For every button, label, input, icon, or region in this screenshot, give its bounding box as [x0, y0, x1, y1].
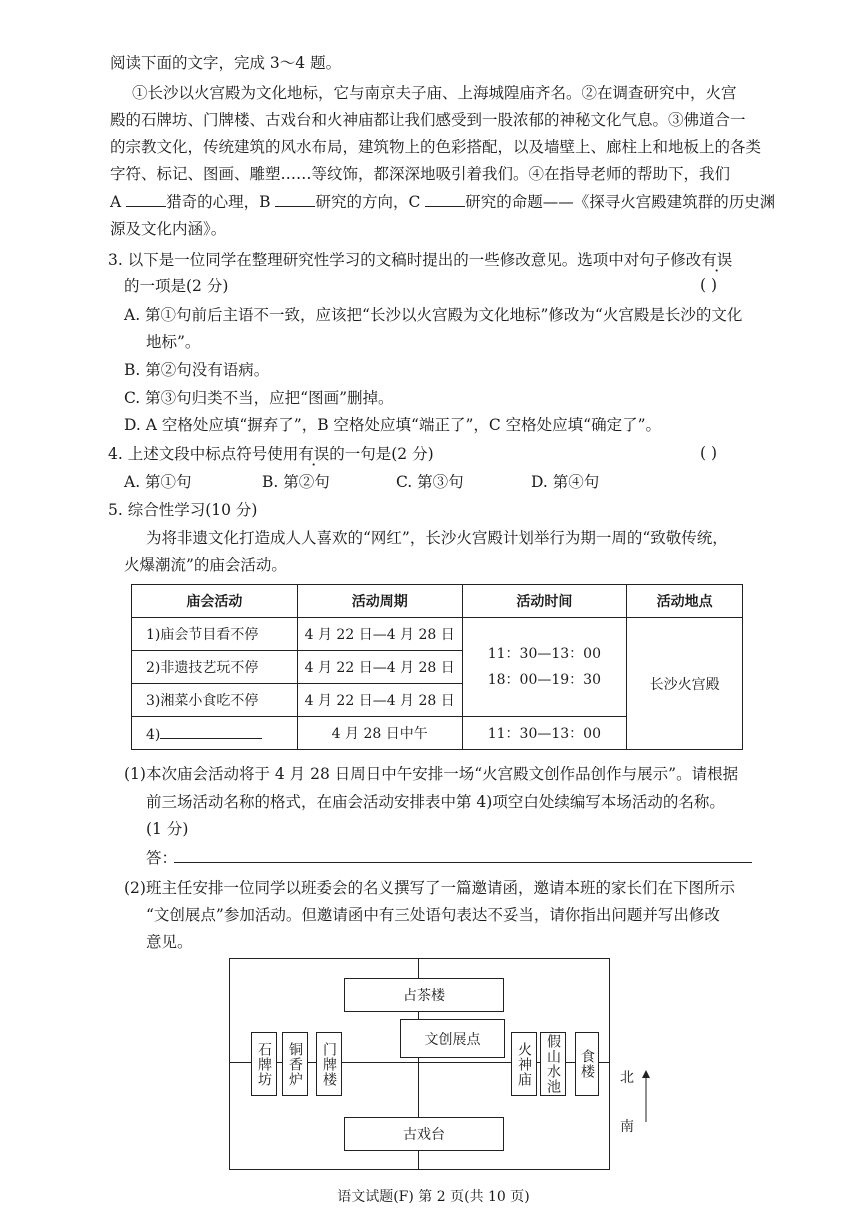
- q5-lead-1: 为将非遗文化打造成人人喜欢的“网红”，长沙火宫殿计划举行为期一周的“致敬传统，: [146, 529, 728, 547]
- map-left-building-3: 门牌楼: [316, 1032, 342, 1096]
- activity-name: 3)湘菜小食吃不停: [132, 684, 298, 717]
- activity-time-merged: [462, 618, 627, 717]
- passage-line-1: ①长沙以火宫殿为文化地标，它与南京夫子庙、上海城隍庙齐名。②在调查研究中，火宫: [132, 84, 737, 102]
- q3-option-a-1: A. 第①句前后主语不一致，应该把“长沙以火宫殿为文化地标”修改为“火宫殿是长沙的文化: [124, 306, 743, 324]
- map-left-building-2: 铜香炉: [282, 1032, 308, 1096]
- passage-line-3: 的宗教文化，传统建筑的风水布局，建筑物上的色彩搭配，以及墙壁上、廊柱上和地板上的各类: [110, 138, 762, 156]
- time-slot-2: 18：00—19：30: [487, 672, 601, 688]
- activity-period: 4 月 22 日—4 月 28 日: [297, 651, 462, 684]
- header-place: 活动地点: [627, 585, 743, 618]
- blank-a: [126, 192, 166, 207]
- q4-stem-b: 的一句是(2 分): [329, 445, 434, 463]
- blank-c: [425, 192, 465, 207]
- q5-sub2-line-2: “文创展点”参加活动。但邀请函中有三处语句表达不妥当，请你指出问题并写出修改: [146, 906, 720, 924]
- activity-name: 4): [146, 726, 161, 743]
- q5-sub1-line-3: (1 分): [146, 820, 189, 838]
- temple-fair-schedule-table: [131, 584, 743, 750]
- activity-name: 2)非遗技艺玩不停: [132, 651, 298, 684]
- map-top-building: 占茶楼: [344, 978, 504, 1012]
- q4-option-a: A. 第①句: [124, 473, 192, 491]
- intro: 阅读下面的文字，完成 3～4 题。: [110, 54, 342, 72]
- activity-time: 11：30—13：00: [462, 717, 627, 750]
- passage-line-6: 源及文化内涵》。: [110, 220, 227, 238]
- compass-south-label: 南: [620, 1119, 634, 1135]
- q3-option-d: D. A 空格处应填“摒弃了”，B 空格处应填“端正了”，C 空格处应填“确定了”。: [124, 416, 661, 434]
- activity-name-blank-row: [132, 717, 298, 750]
- passage-line-2: 殿的石牌坊、门牌楼、古戏台和火神庙都让我们感受到一股浓郁的神秘文化气息。③佛道合一: [110, 111, 746, 129]
- map-exhibit-point: 文创展点: [400, 1019, 505, 1058]
- blank-b-label: 猎奇的心理，B: [166, 193, 276, 211]
- map-right-building-1: 火神庙: [511, 1032, 537, 1096]
- q5-sub1-line-2: 前三场活动名称的格式，在庙会活动安排表中第 4)项空白处续编写本场活动的名称。: [146, 793, 725, 811]
- q4-stem-a: 4. 上述文段中标点符号使用: [108, 445, 299, 463]
- passage-line-5-tail: 研究的命题——《探寻火宫殿建筑群的历史渊: [465, 193, 776, 211]
- q3-answer-paren: ( ): [700, 276, 718, 294]
- q4-answer-paren: ( ): [700, 444, 718, 462]
- table-header-row: [132, 585, 743, 618]
- map-right-building-2: 假山水池: [540, 1032, 566, 1096]
- activity-period: 4 月 28 日中午: [297, 717, 462, 750]
- activity-name-blank: [160, 724, 262, 739]
- activity-name: 1)庙会节目看不停: [132, 618, 298, 651]
- header-time: 活动时间: [462, 585, 627, 618]
- q5-sub2-line-1: (2)班主任安排一位同学以班委会的名义撰写了一篇邀请函，邀请本班的家长们在下图所示: [124, 879, 735, 897]
- q4-option-c: C. 第③句: [396, 473, 464, 491]
- blank-a-label: A: [110, 193, 127, 211]
- blank-b: [275, 192, 315, 207]
- header-period: 活动周期: [297, 585, 462, 618]
- map-bottom-building: 古戏台: [344, 1117, 504, 1151]
- q4-stem-emphasis: 有误: [298, 445, 330, 463]
- q3-option-c: C. 第③句归类不当，应把“图画”删掉。: [124, 389, 394, 407]
- q5-sub1-line-1: (1)本次庙会活动将于 4 月 28 日周日中午安排一场“火宫殿文创作品创作与展示”。请根据: [124, 765, 739, 783]
- map-left-building-1: 石牌坊: [251, 1032, 277, 1096]
- q3-stem-emphasis: 有误: [701, 251, 733, 269]
- palace-layout-map: [229, 958, 610, 1170]
- q3-stem-line-2: 的一项是(2 分): [124, 277, 229, 295]
- activity-period: 4 月 22 日—4 月 28 日: [297, 618, 462, 651]
- activity-place: 长沙火宫殿: [627, 618, 743, 750]
- answer-line: [174, 862, 752, 863]
- q4-option-b: B. 第②句: [262, 473, 330, 491]
- passage-line-4: 字符、标记、图画、雕塑……等纹饰，都深深地吸引着我们。④在指导老师的帮助下，我们: [110, 165, 731, 183]
- q4-option-d: D. 第④句: [531, 473, 600, 491]
- map-right-building-3: 食楼: [575, 1032, 599, 1096]
- q3-stem-a: 3. 以下是一位同学在整理研究性学习的文稿时提出的一些修改意见。选项中对句子修改: [108, 251, 702, 269]
- q3-option-b: B. 第②句没有语病。: [124, 361, 270, 379]
- answer-label: 答：: [146, 849, 178, 867]
- q4-stem: [108, 444, 434, 464]
- blank-c-label: 研究的方向，C: [315, 193, 426, 211]
- q5-sub2-line-3: 意见。: [146, 933, 193, 951]
- passage-line-5: [110, 192, 775, 212]
- table-row: [132, 618, 743, 651]
- activity-period: 4 月 22 日—4 月 28 日: [297, 684, 462, 717]
- time-slot-1: 11：30—13：00: [487, 646, 601, 662]
- compass-arrow-icon: [640, 1070, 652, 1124]
- q3-option-a-2: 地标”。: [146, 333, 201, 351]
- compass-north-label: 北: [620, 1070, 634, 1086]
- header-activity: 庙会活动: [132, 585, 298, 618]
- q5-stem: 5. 综合性学习(10 分): [108, 501, 258, 519]
- page-footer: 语文试题(F) 第 2 页(共 10 页): [337, 1189, 530, 1205]
- q3-stem-line-1: [108, 250, 732, 270]
- q5-lead-2: 火爆潮流”的庙会活动。: [124, 556, 287, 574]
